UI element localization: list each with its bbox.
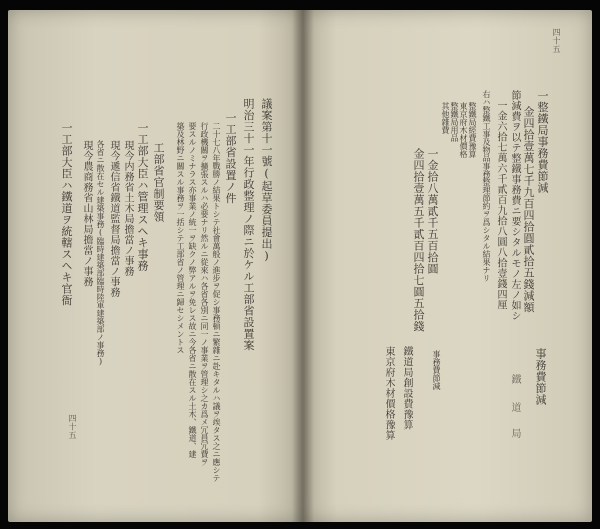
closing-line: 東京府木材價格豫算 <box>383 346 394 441</box>
list-item: 各省ニ散在セル建築事務(臨時建築部臨時陸軍建築部ノ事務) <box>96 140 105 366</box>
closing-line: 鐵道局創設費豫算 <box>401 346 412 430</box>
body-line-1: 二十七八年戰勝ノ結果トシテ社會萬般ノ進步ヲ促シ事務頓ニ繁雜ニ赴キタルハ議ヲ竢タス之ニ應シテ <box>212 122 221 482</box>
right-page-number: 四十五 <box>552 28 561 54</box>
left-page <box>8 10 302 522</box>
list-item: 一工部大臣ハ鐵道ヲ統轄スヘキ官衙 <box>60 122 73 306</box>
bill-title: 議案第十一號(起草委員提出) <box>260 98 273 263</box>
amount-line: 一金六拾七萬六千貳百九拾八圓八拾壹錢四厘 <box>495 100 506 310</box>
note-line: 東京府木材價格 <box>459 102 468 158</box>
body-line-3: 要スルノミナラス亦事業ノ統一ヲ缺クノ弊アルヲ免レス故ニ今各省ニ散在スル土木、鐵道、建 <box>188 122 197 458</box>
list-item: 現今遞信省鐵道監督局擔當ノ事務 <box>108 140 119 298</box>
amount-line: 金四拾壹萬五千貳百四拾七圓五拾錢 <box>412 148 425 332</box>
signature-char: 道 <box>509 402 520 413</box>
signature-char: 鐵 <box>509 374 520 385</box>
date-heading: 明治三十一年行政整理ノ際ニ於ケル工部省設置案 <box>242 98 255 351</box>
list-item: 一工部大臣ハ管理スヘキ事務 <box>136 122 149 272</box>
body-line: 右ハ整鐵工事及物品事務整理節約ヲ爲シタル結果ナリ <box>482 90 491 282</box>
right-page <box>302 10 592 522</box>
section-heading: 一整鐵局事務費節減 <box>536 90 549 194</box>
list-item: 現今内務省土木局擔當ノ事務 <box>122 140 133 277</box>
left-page-number: 四十五 <box>68 414 77 440</box>
note-line: 其他雜費 <box>441 102 450 134</box>
amount-line: 金四拾壹萬七千九百四拾圓貳拾五錢減額 <box>522 106 535 313</box>
list-item: 現今農商務省山林局擔當ノ事務 <box>81 140 92 287</box>
note-line: 整鐵局經費豫算 <box>468 102 477 158</box>
body-line-2: 行政機關ヲ擴張スルハ必要ナリ然ルニ從來ハ各省各別ニ同一ノ事業ヲ管理シ之カ爲メ冗員冗費ヲ <box>200 122 209 466</box>
closing-line: 事務費節減 <box>432 350 441 390</box>
signature-char: 局 <box>509 428 520 439</box>
section-heading: 工部省官制要領 <box>152 142 165 223</box>
body-line: 節減費ヲ以テ整鐵事務費ニ要シタルモノ左ノ如シ <box>509 90 520 321</box>
body-line-4: 築及林野ニ關スル事務ヲ一括シテ工部省ノ管理ニ歸セシメントス <box>176 122 185 354</box>
right-header: 事務費節減 <box>534 348 547 406</box>
amount-line: 一金拾八萬貳千五百拾圓 <box>426 148 439 275</box>
note-line: 整鐵局用品 <box>450 102 459 142</box>
item-heading: 一工部省設置ノ件 <box>224 112 237 204</box>
